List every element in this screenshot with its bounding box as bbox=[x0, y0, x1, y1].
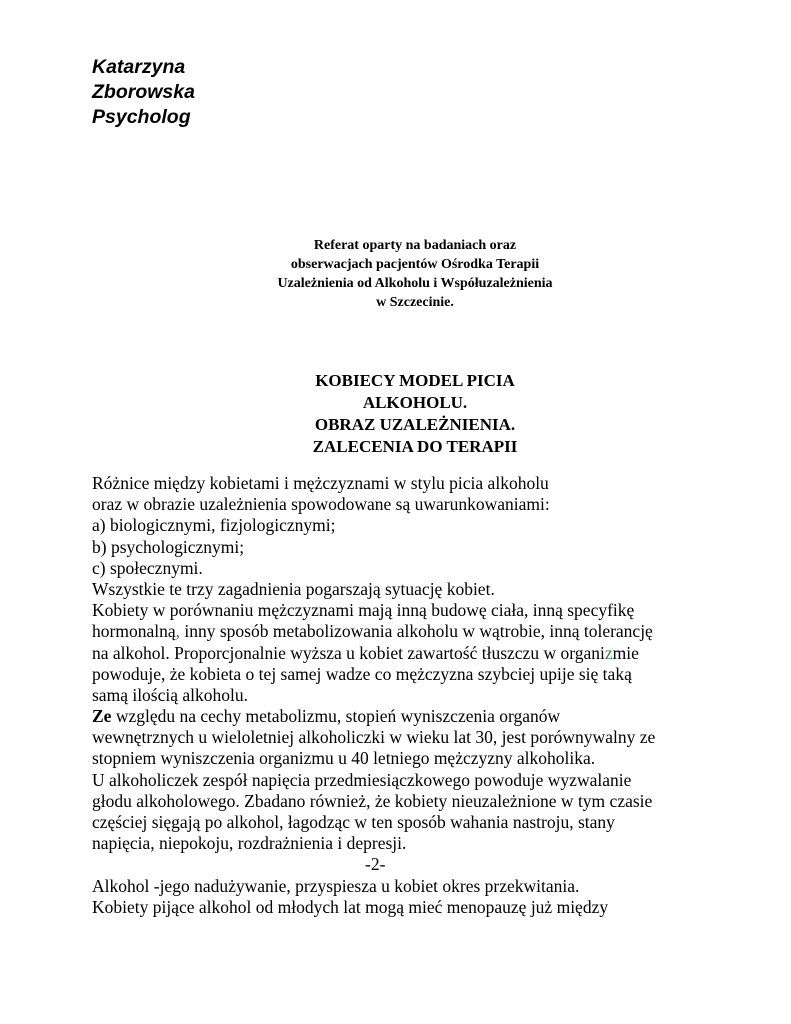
body-text-segment: hormonalną bbox=[92, 621, 176, 642]
page-number: -2- bbox=[365, 854, 386, 875]
body-line: stopniem wyniszczenia organizmu u 40 letniego mężczyzny alkoholika. bbox=[92, 748, 596, 769]
body-line bbox=[92, 621, 712, 642]
title-line: OBRAZ UZALEŻNIENIA. bbox=[314, 415, 516, 434]
body-line: a) biologicznymi, fizjologicznymi; bbox=[92, 515, 336, 536]
author-last-name: Zborowska bbox=[92, 81, 195, 103]
body-line: U alkoholiczek zespół napięcia przedmiesiączkowego powoduje wyzwalanie bbox=[92, 769, 632, 790]
body-line bbox=[92, 706, 712, 727]
body-line: b) psychologicznymi; bbox=[92, 536, 245, 557]
subtitle-line: w Szczecinie. bbox=[376, 295, 454, 310]
subtitle-line: Referat oparty na badaniach oraz bbox=[313, 238, 517, 253]
body-line: Alkohol -jego nadużywanie, przyspiesza u kobiet okres przekwitania. bbox=[92, 875, 580, 896]
author-block bbox=[92, 55, 195, 130]
body-line: częściej sięgają po alkohol, łagodząc w ten sposób wahania nastroju, stany bbox=[92, 812, 615, 832]
body-text-segment: względu na cechy metabolizmu, stopień wyniszczenia organów bbox=[111, 706, 561, 727]
title-line: ZALECENIA DO TERAPII bbox=[312, 437, 518, 456]
title-line: KOBIECY MODEL PICIA bbox=[315, 371, 515, 390]
body-line: Wszystkie te trzy zagadnienia pogarszają sytuację kobiet. bbox=[92, 578, 495, 599]
subtitle-line: obserwacjach pacjentów Ośrodka Terapii bbox=[290, 257, 540, 272]
body-text bbox=[92, 473, 712, 918]
body-line: napięcia, niepokoju, rozdrażnienia i depresji. bbox=[92, 833, 407, 854]
body-line: wewnętrznych u wieloletniej alkoholiczki w wieku lat 30, jest porównywalny ze bbox=[92, 727, 656, 748]
author-first-name: Katarzyna bbox=[92, 56, 186, 78]
document-title bbox=[240, 370, 590, 458]
subtitle-line: Uzależnienia od Alkoholu i Współuzależnienia bbox=[277, 276, 553, 291]
highlighted-letter: z bbox=[604, 642, 613, 663]
title-line: ALKOHOLU. bbox=[362, 393, 468, 412]
body-line: powoduje, że kobieta o tej samej wadze co mężczyzna szybciej upije się taką bbox=[92, 663, 632, 684]
body-text-segment: na alkohol. Proporcjonalnie wyższa u kobiet zawartość tłuszczu w organi bbox=[92, 642, 605, 663]
body-line: c) społecznymi. bbox=[92, 557, 203, 578]
body-line: samą ilością alkoholu. bbox=[92, 684, 249, 705]
highlighted-comma: , bbox=[175, 621, 180, 642]
bold-word: Ze bbox=[92, 706, 112, 727]
body-text-segment: inny sposób metabolizowania alkoholu w wątrobie, inną tolerancję bbox=[179, 621, 653, 642]
body-line: Różnice między kobietami i mężczyznami w stylu picia alkoholu bbox=[92, 473, 549, 493]
body-line bbox=[92, 643, 712, 664]
body-line: głodu alkoholowego. Zbadano również, że kobiety nieuzależnione w tym czasie bbox=[92, 790, 653, 811]
body-text-segment: mie bbox=[612, 642, 639, 663]
body-line: Kobiety pijące alkohol od młodych lat mogą mieć menopauzę już między bbox=[92, 896, 609, 917]
body-line: oraz w obrazie uzależnienia spowodowane są uwarunkowaniami: bbox=[92, 494, 550, 515]
author-profession: Psycholog bbox=[92, 106, 191, 128]
body-line: Kobiety w porównaniu mężczyznami mają inną budowę ciała, inną specyfikę bbox=[92, 600, 635, 621]
subtitle bbox=[240, 236, 590, 312]
